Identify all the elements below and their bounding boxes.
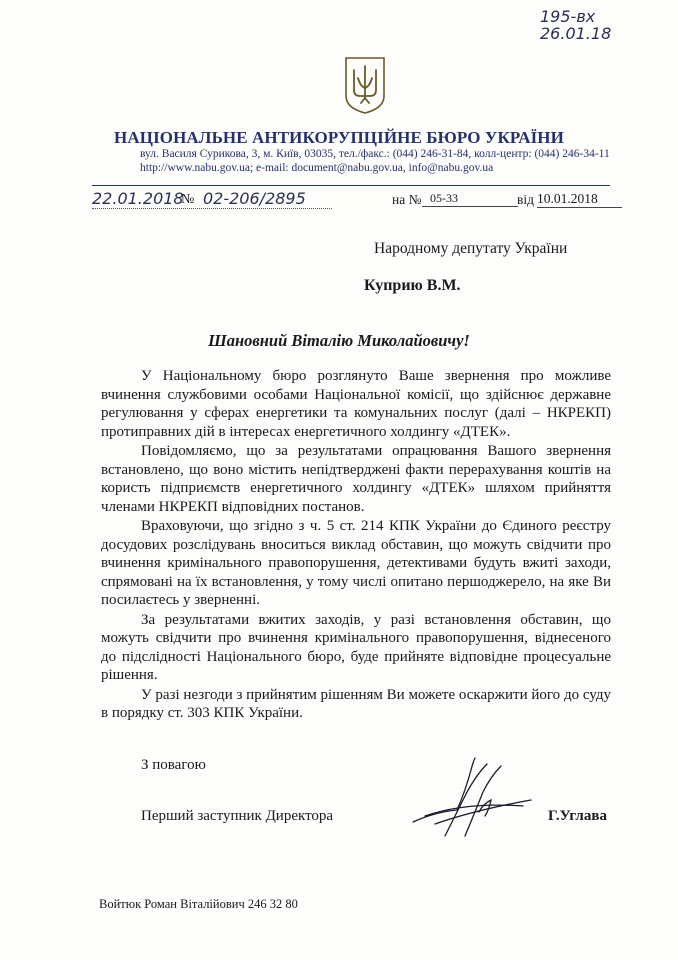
coat-of-arms-trident-icon (343, 56, 387, 114)
handwritten-outgoing-number: 02-206/2895 (203, 189, 306, 208)
closing-phrase: З повагою (141, 757, 206, 773)
registration-dotted-line (92, 208, 332, 209)
recipient-name: Куприю В.М. (364, 277, 461, 294)
reference-number: 05-33 (422, 191, 518, 207)
signatory-position: Перший заступник Директора (141, 808, 334, 824)
handwritten-incoming-date: 26.01.18 (540, 24, 612, 43)
organization-contacts (140, 147, 620, 175)
executor-info: Войтюк Роман Віталійович 246 32 80 (99, 897, 298, 911)
registration-row (92, 190, 612, 216)
body-paragraph: Повідомляємо, що за результатами опрацювання Вашого звернення встановлено, що воно містить непідтверджені факти перерахування коштів на користь підприємств енергетичного холдингу «ДТЕК» шляхом прийняття членами НКРЕКП відповідних постанов. (101, 443, 611, 515)
handwritten-registration-note (540, 8, 630, 42)
body-paragraph: У Національному бюро розглянуто Ваше звернення про можливе вчинення службовими особами Національної комісії, що здійснює державне регулювання у сферах енергетики та комунальних послуг (далі – НКРЕКП) протиправних дій в інтересах енергетичного холдингу «ДТЕК». (101, 368, 611, 440)
reference-date-label: від (517, 192, 534, 207)
reference-date: 10.01.2018 (537, 191, 622, 208)
reference-number-label: на № (392, 192, 422, 207)
address-line: вул. Василя Сурикова, 3, м. Київ, 03035, тел./факс.: (044) 246-31-84, колл-центр: (044) 246-34-11 (140, 148, 610, 160)
organization-name: НАЦІОНАЛЬНЕ АНТИКОРУПЦІЙНЕ БЮРО УКРАЇНИ (114, 128, 564, 147)
salutation: Шановний Віталію Миколайовичу! (208, 331, 470, 350)
signatory-name: Г.Углава (548, 808, 607, 824)
body-paragraph: За результатами вжитих заходів, у разі встановлення обставин, що можуть свідчити про вчинення кримінального правопорушення, віднесеного до підслідності Національного бюро, буде прийняте відповідне процесуальне рішення. (101, 611, 611, 683)
letter-body (101, 367, 611, 724)
web-email-line: http://www.nabu.gov.ua; e-mail: document@nabu.gov.ua, info@nabu.gov.ua (140, 162, 494, 174)
body-paragraph: Враховуючи, що згідно з ч. 5 ст. 214 КПК України до Єдиного реєстру досудових розслідувань вноситься виклад обставин, що можуть свідчити про вчинення кримінального правопорушення, детективами будуть вжиті заходи, спрямовані на їх встановлення, у тому числі опитано першоджерело, на яке Ви посилаєтесь у зверненні. (101, 518, 611, 608)
header-divider (92, 185, 610, 186)
handwritten-signature (405, 752, 535, 842)
recipient-title: Народному депутату України (374, 240, 568, 257)
body-paragraph: У разі незгоди з прийнятим рішенням Ви можете оскаржити його до суду в порядку ст. 303 КПК України. (101, 686, 611, 721)
handwritten-incoming-number: 195-вх (540, 7, 596, 26)
number-label: № (181, 192, 195, 207)
handwritten-outgoing-date: 22.01.2018 (92, 189, 184, 208)
